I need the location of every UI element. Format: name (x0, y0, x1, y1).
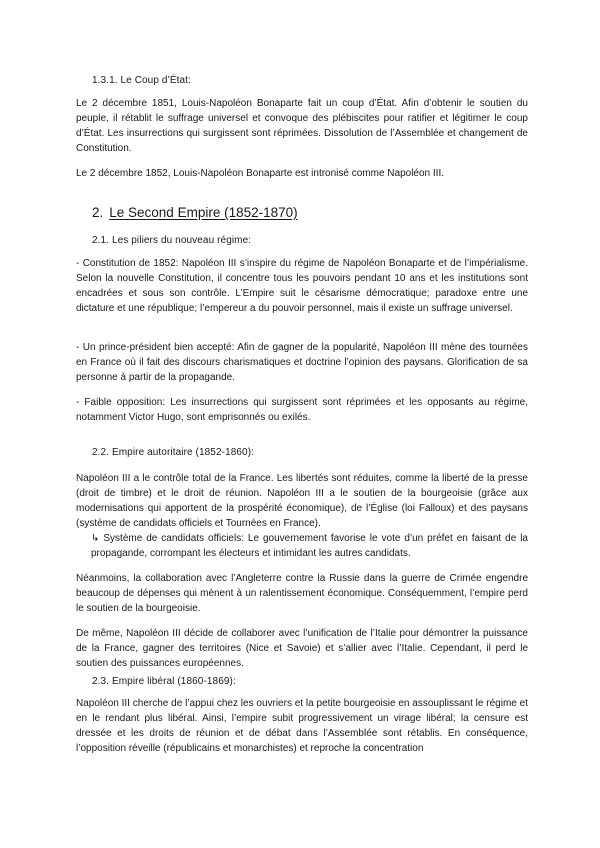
arrow-icon: ↳ (91, 533, 100, 544)
heading-coup-etat: 1.3.1. Le Coup d’État: (92, 75, 191, 86)
heading-empire-autoritaire: 2.2. Empire autoritaire (1852-1860): (92, 447, 255, 458)
subparagraph-text: Système de candidats officiels: Le gouvernement favorise le vote d’un préfet en faisant de la propagande, corrompant les électeurs et intimidant les autres candidats. (91, 533, 528, 559)
paragraph-empire-liberal: Napoléon III cherche de l’appui chez les ouvriers et la petite bourgeoisie en assouplissant le régime et en le rendant plus libéral. Ainsi, l’empire subit progressivement un virage libéral; la censure est dressée et les droits de réunion et de débat dans l’Assemblée sont rétablis. En conséquence, l’opposition réveille (républicains et monarchistes) et reproche la concentration (76, 698, 528, 754)
heading-piliers: 2.1. Les piliers du nouveau régime: (92, 235, 252, 246)
paragraph-constitution: - Constitution de 1852: Napoléon III s’inspire du régime de Napoléon Bonaparte et de l’impérialisme. Selon la nouvelle Constitution, il concentre tous les pouvoirs pendant 10 ans et les institutions sont encadrées et sous son contrôle. L’Empire suit le césarisme démocratique; paradoxe entre une dictature et une république; l’empereur a du pouvoir personnel, mais il existe un suffrage universel. (76, 258, 528, 314)
paragraph-coup-etat: Le 2 décembre 1851, Louis-Napoléon Bonaparte fait un coup d’État. Afin d’obtenir le soutien du peuple, il rétablit le suffrage universel et convoque des plébiscites pour ratifier et légitimer le coup d’État. Les insurrections qui surgissent sont réprimées. Dissolution de l’Assemblée et changement de Constitution. (76, 98, 528, 154)
paragraph-italie: De même, Napoléon III décide de collaborer avec l’unification de l’Italie pour démontrer la puissance de la France, gagner des territoires (Nice et Savoie) et s’allier avec l’Italie. Cependant, il perd le soutien des puissances européennes. (76, 628, 528, 669)
heading-second-empire (92, 205, 298, 220)
paragraph-intronisation: Le 2 décembre 1852, Louis-Napoléon Bonaparte est intronisé comme Napoléon III. (76, 168, 445, 179)
paragraph-opposition: - Faible opposition: Les insurrections qui surgissent sont réprimées et les opposants au régime, notamment Victor Hugo, sont emprisonnés ou exilés. (76, 397, 528, 423)
subparagraph-candidats-officiels (91, 531, 528, 561)
heading-title: Le Second Empire (1852-1870) (109, 205, 298, 220)
heading-number: 2. (92, 205, 104, 220)
paragraph-crimee: Néanmoins, la collaboration avec l’Angleterre contre la Russie dans la guerre de Crimée engendre beaucoup de dépenses qui mènent à un ralentissement économique. Conséquemment, l’empire perd le soutien de la bourgeoisie. (76, 573, 528, 614)
heading-empire-liberal: 2.3. Empire libéral (1860-1869): (92, 676, 236, 687)
paragraph-prince-president: - Un prince-président bien accepté: Afin de gagner de la popularité, Napoléon III mène des tournées en France où il fait des discours charismatiques et doctrine l’opinion des paysans. Glorification de sa personne à partir de la propagande. (76, 342, 528, 383)
paragraph-controle-total: Napoléon III a le contrôle total de la France. Les libertés sont réduites, comme la liberté de la presse (droit de timbre) et le droit de réunion. Napoléon III a le soutien de la bourgeoisie (grâce aux modernisations qui apportent de la prospérité économique), de l’Église (loi Falloux) et des paysans (système de candidats officiels et Tournées en France). (76, 473, 528, 529)
